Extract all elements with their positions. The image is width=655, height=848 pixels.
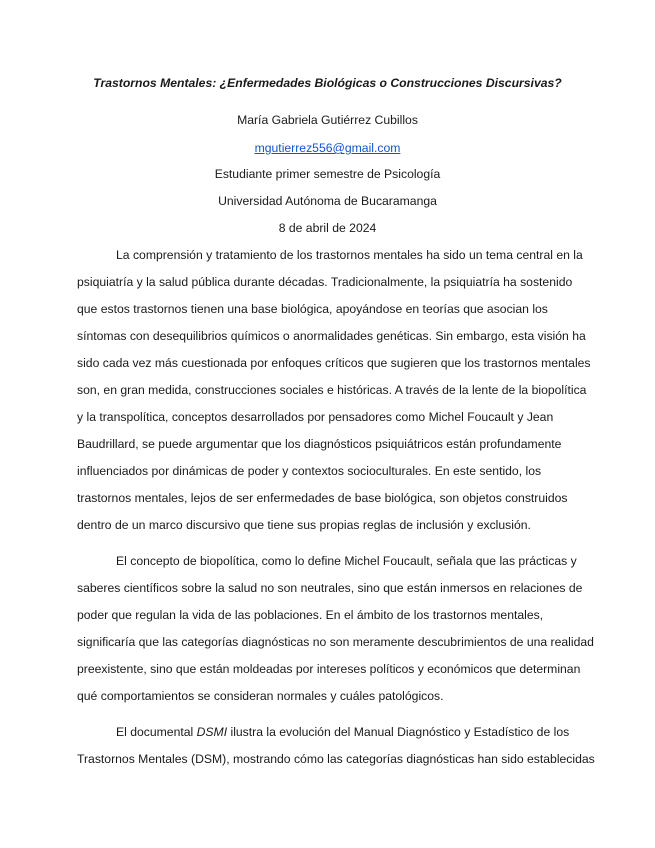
documentary-title: DSMI bbox=[196, 725, 228, 739]
author-email-line bbox=[0, 140, 655, 156]
paragraph-3-text: El documental bbox=[116, 725, 197, 739]
paragraph-1-line: y la transpolítica, conceptos desarrollados por pensadores como Michel Foucault y Jean bbox=[77, 410, 554, 424]
paragraph-1-line: síntomas con desequilibrios químicos o anormalidades genéticas. Sin embargo, esta visión ha bbox=[77, 329, 586, 343]
paragraph-3-line: Trastornos Mentales (DSM), mostrando cómo las categorías diagnósticas han sido establecidas bbox=[77, 752, 595, 766]
paragraph-2 bbox=[77, 548, 594, 710]
paragraph-2-line: significaría que las categorías diagnósticas no son meramente descubrimientos de una realidad bbox=[77, 635, 594, 649]
paragraph-2-line: preexistente, sino que están moldeadas por intereses políticos y económicos que determinan bbox=[77, 662, 581, 676]
paragraph-3-text: ilustra la evolución del Manual Diagnóstico y Estadístico de los bbox=[227, 725, 570, 739]
document-date: 8 de abril de 2024 bbox=[278, 221, 377, 235]
paragraph-3 bbox=[77, 719, 595, 773]
author-role: Estudiante primer semestre de Psicología bbox=[214, 167, 441, 181]
paragraph-2-line: El concepto de biopolítica, como lo define Michel Foucault, señala que las prácticas y bbox=[116, 554, 577, 568]
paragraph-1-line: Baudrillard, se puede argumentar que los diagnósticos psiquiátricos están profundamente bbox=[77, 437, 562, 451]
author-name: María Gabriela Gutiérrez Cubillos bbox=[237, 113, 418, 127]
paragraph-1-line: que estos trastornos tienen una base biológica, apoyándose en teorías que asocian los bbox=[77, 302, 548, 316]
paragraph-1-line: sido cada vez más cuestionada por enfoques críticos que sugieren que los trastornos mentales bbox=[77, 356, 591, 370]
paragraph-1-line: influenciados por dinámicas de poder y contextos socioculturales. En este sentido, los bbox=[77, 464, 542, 478]
paragraph-2-line: saberes científicos sobre la salud no son neutrales, sino que están inmersos en relaciones de bbox=[77, 581, 583, 595]
paragraph-1-line: son, en gran medida, construcciones sociales e históricas. A través de la lente de la biopolítica bbox=[77, 383, 587, 397]
paragraph-1-line: dentro de un marco discursivo que tiene sus propias reglas de inclusión y exclusión. bbox=[77, 518, 531, 532]
author-email-link[interactable]: mgutierrez556@gmail.com bbox=[254, 141, 401, 155]
institution: Universidad Autónoma de Bucaramanga bbox=[218, 194, 437, 208]
paragraph-3-line bbox=[77, 719, 577, 746]
document-title: Trastornos Mentales: ¿Enfermedades Biológicas o Construcciones Discursivas? bbox=[93, 76, 562, 90]
paragraph-2-line: poder que regulan la vida de las poblaciones. En el ámbito de los trastornos mentales, bbox=[77, 608, 544, 622]
paragraph-1-line: psiquiatría y la salud pública durante décadas. Tradicionalmente, la psiquiatría ha sostenido bbox=[77, 275, 573, 289]
paragraph-2-line: qué comportamientos se consideran normales y cuáles patológicos. bbox=[77, 689, 444, 703]
paragraph-1 bbox=[77, 242, 591, 539]
paragraph-1-line: trastornos mentales, lejos de ser enfermedades de base biológica, son objetos construidos bbox=[77, 491, 568, 505]
paragraph-1-line: La comprensión y tratamiento de los trastornos mentales ha sido un tema central en la bbox=[116, 248, 583, 262]
